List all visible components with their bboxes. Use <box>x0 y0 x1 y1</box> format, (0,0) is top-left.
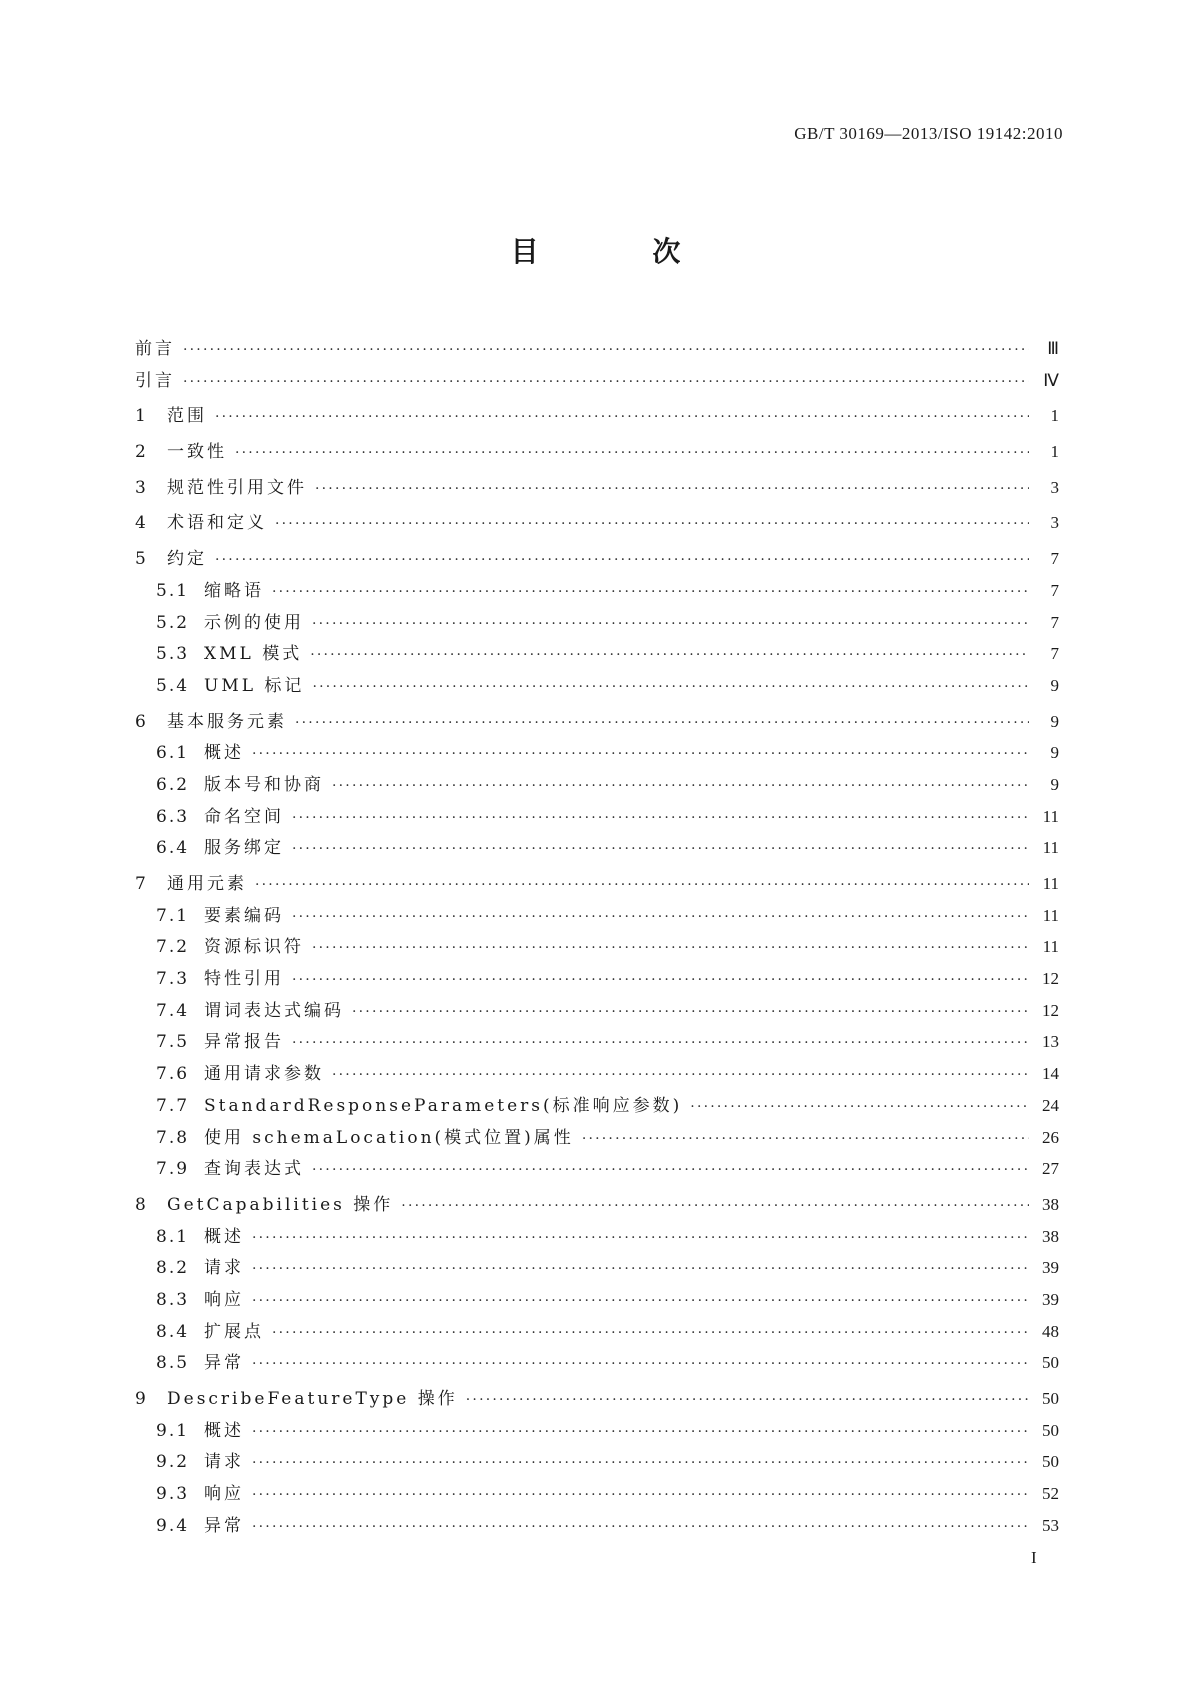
toc-entry-page: 1 <box>1050 442 1059 462</box>
toc-entry-label: StandardResponseParameters(标准响应参数) <box>204 1095 683 1116</box>
toc-entry-label: 命名空间 <box>204 806 284 827</box>
toc-entry-label: 请求 <box>204 1258 244 1279</box>
toc-entry[interactable] <box>135 576 1059 608</box>
toc-entry-page: 11 <box>1042 937 1059 957</box>
toc-entry-page: 50 <box>1042 1420 1059 1440</box>
toc-entry-number: 6.2 <box>156 774 190 795</box>
toc-entry-number: 3 <box>135 477 148 498</box>
toc-entry-number: 5.2 <box>156 612 190 633</box>
toc-entry-page: 11 <box>1042 806 1059 826</box>
toc-entry-number: 7 <box>135 874 148 894</box>
toc-entry[interactable] <box>135 964 1059 996</box>
toc-entry-page: 9 <box>1050 774 1059 794</box>
dot-leader <box>215 552 1029 568</box>
toc-entry-page: 3 <box>1050 477 1059 497</box>
toc-entry-page: 24 <box>1042 1095 1059 1115</box>
toc-entry[interactable] <box>135 996 1059 1028</box>
toc-entry[interactable] <box>135 1348 1059 1380</box>
toc-entry-page: 26 <box>1042 1127 1059 1147</box>
toc-entry[interactable] <box>135 1027 1059 1059</box>
toc-entry[interactable] <box>135 334 1059 366</box>
toc-entry-number: 9.2 <box>156 1452 190 1473</box>
toc-entry-page: 9 <box>1050 743 1059 763</box>
dot-leader <box>292 810 1029 826</box>
toc-entry-label: 查询表达式 <box>204 1159 304 1180</box>
toc-entry-number: 6.3 <box>156 806 190 827</box>
dot-leader <box>252 746 1029 762</box>
dot-leader <box>401 1198 1029 1214</box>
dot-leader <box>252 1293 1029 1309</box>
table-of-contents <box>135 334 1059 1542</box>
toc-entry-number: 7.4 <box>156 1000 190 1021</box>
dot-leader <box>332 1067 1029 1083</box>
toc-entry-number: 7.9 <box>156 1159 190 1180</box>
toc-entry-number: 8.1 <box>156 1226 190 1247</box>
toc-entry-number: 8.3 <box>156 1289 190 1310</box>
toc-entry[interactable] <box>135 639 1059 671</box>
toc-entry[interactable] <box>135 473 1059 505</box>
toc-entry[interactable] <box>135 366 1059 398</box>
toc-entry-label: 响应 <box>204 1484 244 1505</box>
toc-entry[interactable] <box>135 1416 1059 1448</box>
toc-entry-number: 5.1 <box>156 580 190 601</box>
toc-entry-page: 39 <box>1042 1258 1059 1278</box>
toc-entry[interactable] <box>135 932 1059 964</box>
dot-leader <box>272 1325 1029 1341</box>
toc-entry-page: 11 <box>1042 838 1059 858</box>
dot-leader <box>312 616 1029 632</box>
toc-entry-number: 5.4 <box>156 675 190 696</box>
toc-entry[interactable] <box>135 1190 1059 1222</box>
toc-entry-page: 7 <box>1050 580 1059 600</box>
toc-entry-number: 5 <box>135 549 148 570</box>
toc-entry-page: 3 <box>1050 513 1059 533</box>
toc-entry-label: 术语和定义 <box>167 513 267 534</box>
toc-entry-label: 异常 <box>204 1515 244 1536</box>
dot-leader <box>292 1035 1029 1051</box>
toc-entry-page: 7 <box>1050 549 1059 569</box>
toc-entry-label: 使用 schemaLocation(模式位置)属性 <box>204 1127 574 1148</box>
toc-entry-page: 12 <box>1042 1000 1059 1020</box>
toc-entry-label: 要素编码 <box>204 905 284 926</box>
toc-entry-number: 9.4 <box>156 1515 190 1536</box>
dot-leader <box>252 1230 1029 1246</box>
toc-entry-number: 8.5 <box>156 1353 190 1374</box>
toc-entry-label: DescribeFeatureType 操作 <box>167 1389 458 1409</box>
dot-leader <box>315 481 1029 497</box>
toc-entry-number: 5.3 <box>156 644 190 665</box>
dot-leader <box>275 516 1029 532</box>
toc-entry[interactable] <box>135 1154 1059 1186</box>
toc-entry-label: 示例的使用 <box>204 612 304 633</box>
toc-entry-page: 7 <box>1050 612 1059 632</box>
toc-entry-number: 9.1 <box>156 1420 190 1441</box>
toc-entry[interactable] <box>135 833 1059 865</box>
toc-entry-number: 2 <box>135 442 148 463</box>
toc-entry[interactable] <box>135 802 1059 834</box>
toc-entry-page: 1 <box>1050 406 1059 426</box>
toc-entry-label: 响应 <box>204 1289 244 1310</box>
toc-entry[interactable] <box>135 1511 1059 1543</box>
toc-entry-label: 请求 <box>204 1452 244 1473</box>
toc-entry-label: 缩略语 <box>204 580 264 601</box>
dot-leader <box>235 445 1029 461</box>
toc-entry[interactable] <box>135 1479 1059 1511</box>
dot-leader <box>252 1455 1029 1471</box>
dot-leader <box>292 972 1029 988</box>
toc-entry-label: 前言 <box>135 339 175 359</box>
page-title: 目 次 <box>510 235 733 268</box>
toc-entry-page: 11 <box>1042 905 1059 925</box>
toc-entry-page: 50 <box>1042 1353 1059 1373</box>
toc-entry[interactable] <box>135 738 1059 770</box>
toc-entry[interactable] <box>135 1091 1059 1123</box>
toc-entry-label: 一致性 <box>167 442 227 463</box>
toc-entry-number: 6.1 <box>156 743 190 764</box>
toc-entry[interactable] <box>135 544 1059 576</box>
toc-entry-page: 38 <box>1042 1194 1059 1214</box>
toc-entry-number: 1 <box>135 406 148 427</box>
toc-entry-label: 引言 <box>135 370 175 391</box>
dot-leader <box>582 1131 1029 1147</box>
toc-entry-page: 48 <box>1042 1321 1059 1341</box>
toc-entry[interactable] <box>135 1447 1059 1479</box>
dot-leader <box>272 584 1029 600</box>
toc-entry-label: 特性引用 <box>204 969 284 990</box>
dot-leader <box>292 909 1029 925</box>
toc-entry-number: 7.6 <box>156 1064 190 1085</box>
dot-leader <box>295 715 1029 731</box>
dot-leader <box>312 940 1029 956</box>
toc-entry-page: 9 <box>1050 675 1059 695</box>
toc-entry[interactable] <box>135 1285 1059 1317</box>
toc-entry-page: 9 <box>1050 711 1059 731</box>
toc-entry[interactable] <box>135 437 1059 469</box>
toc-entry-number: 8 <box>135 1194 148 1215</box>
toc-entry-page: Ⅳ <box>1043 370 1059 390</box>
toc-entry-number: 7.3 <box>156 969 190 990</box>
toc-entry-number: 4 <box>135 513 148 534</box>
toc-entry-label: 异常 <box>204 1353 244 1374</box>
dot-leader <box>466 1392 1029 1408</box>
toc-entry-label: 通用请求参数 <box>204 1064 324 1085</box>
toc-entry[interactable] <box>135 1253 1059 1285</box>
toc-entry[interactable] <box>135 508 1059 540</box>
toc-entry-label: 基本服务元素 <box>167 711 287 732</box>
toc-entry[interactable] <box>135 770 1059 802</box>
standard-code-header: GB/T 30169—2013/ISO 19142:2010 <box>794 124 1063 143</box>
toc-entry-number: 7.1 <box>156 905 190 926</box>
toc-entry-number: 8.2 <box>156 1258 190 1279</box>
toc-entry-page: 39 <box>1042 1289 1059 1309</box>
toc-entry[interactable] <box>135 1123 1059 1155</box>
toc-entry-number: 7.8 <box>156 1127 190 1148</box>
toc-entry[interactable] <box>135 671 1059 703</box>
dot-leader <box>215 409 1029 425</box>
toc-entry-page: 13 <box>1042 1032 1059 1052</box>
toc-entry-label: 扩展点 <box>204 1321 264 1342</box>
toc-entry-label: 通用元素 <box>167 874 247 894</box>
dot-leader <box>312 679 1029 695</box>
toc-entry-label: 概述 <box>204 1226 244 1247</box>
dot-leader <box>310 647 1029 663</box>
toc-entry-label: 异常报告 <box>204 1032 284 1053</box>
toc-entry-number: 7.7 <box>156 1095 190 1116</box>
toc-entry[interactable] <box>135 401 1059 433</box>
dot-leader <box>312 1162 1029 1178</box>
toc-entry-number: 7.5 <box>156 1032 190 1053</box>
toc-entry-page: 53 <box>1042 1515 1059 1535</box>
toc-entry-number: 6 <box>135 711 148 732</box>
toc-entry-number: 6.4 <box>156 838 190 859</box>
toc-entry[interactable] <box>135 1059 1059 1091</box>
toc-entry-number: 7.2 <box>156 937 190 958</box>
toc-entry-number: 8.4 <box>156 1321 190 1342</box>
toc-entry[interactable] <box>135 869 1059 901</box>
toc-entry-label: 资源标识符 <box>204 937 304 958</box>
toc-entry-page: 50 <box>1042 1389 1059 1408</box>
dot-leader <box>252 1356 1029 1372</box>
dot-leader <box>252 1261 1029 1277</box>
toc-entry-page: 7 <box>1050 644 1059 664</box>
toc-entry[interactable] <box>135 1222 1059 1254</box>
dot-leader <box>292 841 1029 857</box>
toc-entry-page: 52 <box>1042 1484 1059 1504</box>
toc-entry[interactable] <box>135 901 1059 933</box>
dot-leader <box>352 1004 1029 1020</box>
toc-entry-page: Ⅲ <box>1047 339 1059 358</box>
dot-leader <box>690 1099 1029 1115</box>
toc-entry-label: UML 标记 <box>204 675 305 696</box>
toc-entry[interactable] <box>135 608 1059 640</box>
page-number: I <box>1031 1548 1037 1567</box>
dot-leader <box>255 877 1029 893</box>
toc-entry-label: 规范性引用文件 <box>167 477 307 498</box>
toc-entry-label: 约定 <box>167 549 207 570</box>
toc-entry-page: 11 <box>1042 874 1059 893</box>
toc-entry-page: 50 <box>1042 1452 1059 1472</box>
toc-entry-page: 27 <box>1042 1159 1059 1179</box>
toc-entry-page: 38 <box>1042 1226 1059 1246</box>
toc-entry-number: 9 <box>135 1389 148 1409</box>
toc-entry[interactable] <box>135 1384 1059 1416</box>
dot-leader <box>252 1519 1029 1535</box>
dot-leader <box>252 1424 1029 1440</box>
toc-entry-label: 范围 <box>167 406 207 427</box>
toc-entry-label: 服务绑定 <box>204 838 284 859</box>
toc-entry-page: 14 <box>1042 1064 1059 1084</box>
dot-leader <box>332 778 1029 794</box>
dot-leader <box>183 374 1029 390</box>
toc-entry[interactable] <box>135 1317 1059 1349</box>
toc-entry-label: 谓词表达式编码 <box>204 1000 344 1021</box>
toc-entry-page: 12 <box>1042 969 1059 989</box>
toc-entry-label: GetCapabilities 操作 <box>167 1194 394 1215</box>
toc-entry-label: XML 模式 <box>204 644 303 665</box>
toc-entry-number: 9.3 <box>156 1484 190 1505</box>
dot-leader <box>183 342 1029 358</box>
toc-entry-label: 版本号和协商 <box>204 774 324 795</box>
toc-entry-label: 概述 <box>204 1420 244 1441</box>
dot-leader <box>252 1487 1029 1503</box>
toc-entry[interactable] <box>135 707 1059 739</box>
toc-entry-label: 概述 <box>204 743 244 764</box>
